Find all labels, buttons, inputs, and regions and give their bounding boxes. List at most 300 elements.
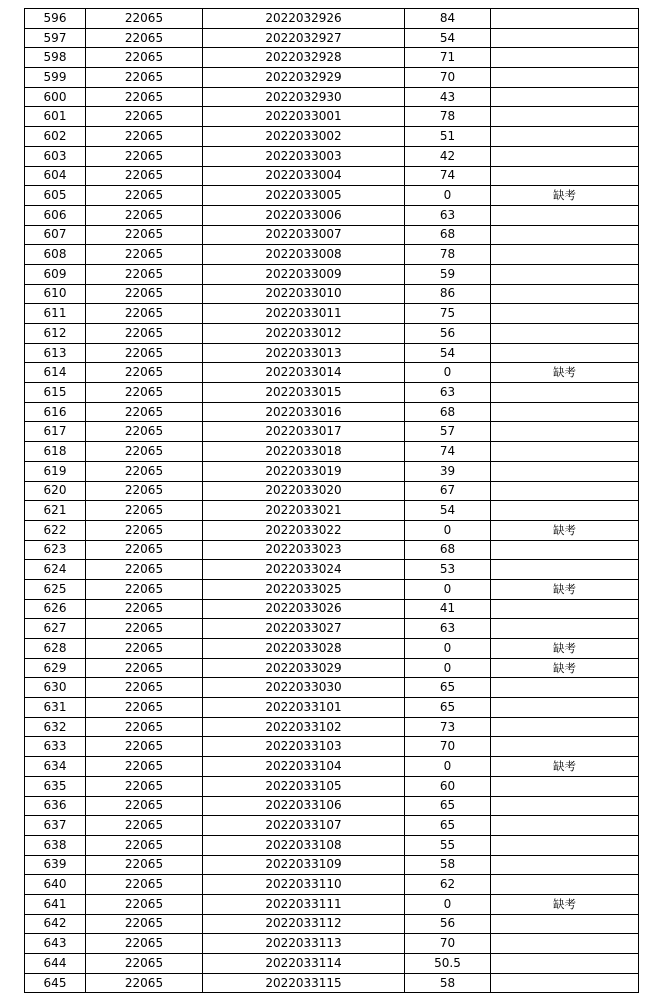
table-row [25,540,639,560]
cell-ticket-no: 2022033026 [203,599,405,619]
table-row [25,520,639,540]
table-row [25,68,639,88]
cell-seq: 633 [25,737,86,757]
cell-seq: 614 [25,363,86,383]
table-row [25,894,639,914]
cell-exam-code: 22065 [86,540,203,560]
cell-exam-code: 22065 [86,304,203,324]
table-row [25,324,639,344]
cell-ticket-no: 2022033113 [203,934,405,954]
table-row [25,934,639,954]
cell-score: 68 [405,225,491,245]
cell-seq: 610 [25,284,86,304]
cell-seq: 616 [25,402,86,422]
cell-ticket-no: 2022033029 [203,658,405,678]
cell-exam-code: 22065 [86,639,203,659]
cell-remark: 缺考 [491,520,639,540]
cell-score: 57 [405,422,491,442]
cell-exam-code: 22065 [86,599,203,619]
cell-seq: 618 [25,442,86,462]
cell-ticket-no: 2022033023 [203,540,405,560]
cell-ticket-no: 2022033012 [203,324,405,344]
cell-ticket-no: 2022033002 [203,127,405,147]
cell-ticket-no: 2022033017 [203,422,405,442]
cell-seq: 639 [25,855,86,875]
table-row [25,954,639,974]
table-row [25,599,639,619]
cell-ticket-no: 2022033013 [203,343,405,363]
cell-remark [491,540,639,560]
cell-seq: 601 [25,107,86,127]
cell-seq: 624 [25,560,86,580]
cell-remark [491,560,639,580]
cell-score: 0 [405,658,491,678]
table-row [25,127,639,147]
cell-exam-code: 22065 [86,28,203,48]
cell-score: 65 [405,796,491,816]
table-row [25,107,639,127]
cell-ticket-no: 2022033008 [203,245,405,265]
cell-exam-code: 22065 [86,816,203,836]
cell-score: 0 [405,186,491,206]
cell-seq: 615 [25,383,86,403]
cell-remark [491,461,639,481]
cell-ticket-no: 2022033106 [203,796,405,816]
cell-exam-code: 22065 [86,757,203,777]
cell-seq: 622 [25,520,86,540]
cell-exam-code: 22065 [86,520,203,540]
cell-seq: 630 [25,678,86,698]
cell-remark [491,422,639,442]
cell-remark [491,973,639,993]
cell-ticket-no: 2022033020 [203,481,405,501]
cell-exam-code: 22065 [86,875,203,895]
cell-score: 78 [405,107,491,127]
cell-exam-code: 22065 [86,264,203,284]
cell-ticket-no: 2022033004 [203,166,405,186]
cell-score: 68 [405,402,491,422]
cell-score: 62 [405,875,491,895]
table-row [25,245,639,265]
cell-ticket-no: 2022033027 [203,619,405,639]
cell-score: 0 [405,363,491,383]
cell-seq: 645 [25,973,86,993]
table-row [25,835,639,855]
cell-score: 51 [405,127,491,147]
cell-seq: 627 [25,619,86,639]
cell-score: 58 [405,973,491,993]
cell-exam-code: 22065 [86,107,203,127]
cell-remark [491,343,639,363]
table-row [25,383,639,403]
table-row [25,875,639,895]
cell-ticket-no: 2022033019 [203,461,405,481]
cell-seq: 613 [25,343,86,363]
cell-remark [491,245,639,265]
cell-remark [491,107,639,127]
cell-seq: 628 [25,639,86,659]
cell-exam-code: 22065 [86,442,203,462]
cell-ticket-no: 2022033016 [203,402,405,422]
table-row [25,304,639,324]
table-row [25,855,639,875]
table-row [25,816,639,836]
cell-remark: 缺考 [491,363,639,383]
cell-seq: 636 [25,796,86,816]
cell-exam-code: 22065 [86,343,203,363]
cell-exam-code: 22065 [86,619,203,639]
table-row [25,205,639,225]
cell-remark [491,324,639,344]
cell-exam-code: 22065 [86,481,203,501]
cell-exam-code: 22065 [86,363,203,383]
table-row [25,481,639,501]
table-row [25,402,639,422]
cell-seq: 631 [25,698,86,718]
table-row [25,796,639,816]
table-row [25,442,639,462]
cell-remark [491,914,639,934]
cell-ticket-no: 2022033104 [203,757,405,777]
cell-remark [491,48,639,68]
cell-ticket-no: 2022033018 [203,442,405,462]
cell-seq: 629 [25,658,86,678]
cell-seq: 643 [25,934,86,954]
cell-score: 70 [405,934,491,954]
cell-score: 70 [405,737,491,757]
cell-remark: 缺考 [491,757,639,777]
cell-score: 53 [405,560,491,580]
cell-score: 42 [405,146,491,166]
cell-score: 0 [405,757,491,777]
table-row [25,87,639,107]
table-row [25,501,639,521]
cell-score: 0 [405,579,491,599]
table-row [25,639,639,659]
cell-remark [491,87,639,107]
cell-seq: 611 [25,304,86,324]
cell-remark [491,855,639,875]
cell-seq: 626 [25,599,86,619]
cell-ticket-no: 2022033003 [203,146,405,166]
cell-score: 59 [405,264,491,284]
cell-exam-code: 22065 [86,402,203,422]
cell-seq: 612 [25,324,86,344]
table-row [25,737,639,757]
cell-ticket-no: 2022033007 [203,225,405,245]
cell-seq: 609 [25,264,86,284]
cell-exam-code: 22065 [86,579,203,599]
cell-seq: 644 [25,954,86,974]
cell-exam-code: 22065 [86,954,203,974]
cell-exam-code: 22065 [86,776,203,796]
cell-remark [491,28,639,48]
cell-score: 0 [405,520,491,540]
score-table [24,8,639,993]
table-row [25,579,639,599]
cell-seq: 605 [25,186,86,206]
cell-seq: 619 [25,461,86,481]
table-row [25,48,639,68]
cell-score: 65 [405,698,491,718]
cell-score: 63 [405,619,491,639]
cell-remark [491,284,639,304]
cell-ticket-no: 2022033015 [203,383,405,403]
cell-remark [491,304,639,324]
table-row [25,757,639,777]
cell-exam-code: 22065 [86,658,203,678]
cell-remark: 缺考 [491,894,639,914]
cell-ticket-no: 2022032928 [203,48,405,68]
cell-seq: 597 [25,28,86,48]
table-row [25,186,639,206]
cell-remark [491,875,639,895]
cell-remark [491,9,639,29]
table-row [25,225,639,245]
table-row [25,343,639,363]
cell-score: 68 [405,540,491,560]
cell-score: 50.5 [405,954,491,974]
cell-ticket-no: 2022033108 [203,835,405,855]
cell-score: 54 [405,501,491,521]
cell-remark [491,383,639,403]
cell-score: 70 [405,68,491,88]
cell-score: 74 [405,442,491,462]
cell-exam-code: 22065 [86,717,203,737]
cell-ticket-no: 2022032929 [203,68,405,88]
cell-exam-code: 22065 [86,894,203,914]
cell-score: 78 [405,245,491,265]
cell-remark [491,776,639,796]
cell-score: 55 [405,835,491,855]
cell-score: 43 [405,87,491,107]
cell-exam-code: 22065 [86,245,203,265]
cell-ticket-no: 2022033101 [203,698,405,718]
cell-score: 0 [405,894,491,914]
cell-ticket-no: 2022033103 [203,737,405,757]
cell-remark [491,698,639,718]
cell-remark [491,501,639,521]
cell-exam-code: 22065 [86,461,203,481]
cell-exam-code: 22065 [86,205,203,225]
cell-exam-code: 22065 [86,835,203,855]
cell-ticket-no: 2022033109 [203,855,405,875]
cell-score: 41 [405,599,491,619]
cell-exam-code: 22065 [86,186,203,206]
cell-remark [491,619,639,639]
table-row [25,658,639,678]
cell-ticket-no: 2022032930 [203,87,405,107]
cell-score: 74 [405,166,491,186]
cell-exam-code: 22065 [86,284,203,304]
cell-score: 86 [405,284,491,304]
cell-ticket-no: 2022033102 [203,717,405,737]
cell-remark [491,205,639,225]
cell-seq: 602 [25,127,86,147]
cell-exam-code: 22065 [86,501,203,521]
cell-seq: 632 [25,717,86,737]
cell-seq: 621 [25,501,86,521]
table-row [25,284,639,304]
cell-seq: 640 [25,875,86,895]
cell-ticket-no: 2022033005 [203,186,405,206]
cell-exam-code: 22065 [86,324,203,344]
cell-exam-code: 22065 [86,225,203,245]
cell-remark [491,934,639,954]
cell-score: 39 [405,461,491,481]
cell-remark [491,954,639,974]
cell-score: 67 [405,481,491,501]
cell-score: 65 [405,678,491,698]
cell-exam-code: 22065 [86,68,203,88]
cell-remark [491,127,639,147]
cell-ticket-no: 2022033006 [203,205,405,225]
cell-remark [491,68,639,88]
cell-ticket-no: 2022033114 [203,954,405,974]
cell-remark [491,796,639,816]
cell-exam-code: 22065 [86,678,203,698]
cell-ticket-no: 2022033105 [203,776,405,796]
table-row [25,776,639,796]
cell-seq: 608 [25,245,86,265]
cell-seq: 637 [25,816,86,836]
cell-exam-code: 22065 [86,127,203,147]
cell-exam-code: 22065 [86,166,203,186]
cell-remark [491,717,639,737]
cell-remark [491,678,639,698]
cell-seq: 634 [25,757,86,777]
cell-seq: 607 [25,225,86,245]
cell-exam-code: 22065 [86,914,203,934]
cell-ticket-no: 2022033024 [203,560,405,580]
cell-seq: 606 [25,205,86,225]
cell-score: 75 [405,304,491,324]
cell-seq: 617 [25,422,86,442]
cell-ticket-no: 2022033028 [203,639,405,659]
table-row [25,698,639,718]
cell-exam-code: 22065 [86,87,203,107]
cell-ticket-no: 2022033014 [203,363,405,383]
cell-score: 63 [405,383,491,403]
cell-seq: 638 [25,835,86,855]
cell-seq: 598 [25,48,86,68]
cell-remark [491,481,639,501]
cell-score: 54 [405,28,491,48]
cell-score: 54 [405,343,491,363]
cell-remark: 缺考 [491,186,639,206]
cell-score: 73 [405,717,491,737]
table-row [25,166,639,186]
cell-ticket-no: 2022033001 [203,107,405,127]
cell-seq: 641 [25,894,86,914]
cell-ticket-no: 2022033021 [203,501,405,521]
cell-remark: 缺考 [491,658,639,678]
cell-score: 60 [405,776,491,796]
cell-remark [491,402,639,422]
cell-seq: 625 [25,579,86,599]
cell-ticket-no: 2022033110 [203,875,405,895]
table-row [25,9,639,29]
table-row [25,678,639,698]
cell-score: 63 [405,205,491,225]
score-table-body [25,9,639,993]
table-row [25,146,639,166]
cell-ticket-no: 2022033112 [203,914,405,934]
cell-score: 0 [405,639,491,659]
table-row [25,619,639,639]
cell-exam-code: 22065 [86,383,203,403]
cell-remark [491,225,639,245]
table-row [25,363,639,383]
cell-ticket-no: 2022032927 [203,28,405,48]
cell-remark [491,599,639,619]
cell-ticket-no: 2022033025 [203,579,405,599]
cell-ticket-no: 2022033011 [203,304,405,324]
cell-ticket-no: 2022032926 [203,9,405,29]
cell-ticket-no: 2022033022 [203,520,405,540]
cell-ticket-no: 2022033010 [203,284,405,304]
cell-score: 56 [405,324,491,344]
cell-exam-code: 22065 [86,698,203,718]
cell-ticket-no: 2022033009 [203,264,405,284]
cell-seq: 620 [25,481,86,501]
cell-exam-code: 22065 [86,855,203,875]
cell-remark: 缺考 [491,639,639,659]
cell-exam-code: 22065 [86,934,203,954]
cell-seq: 642 [25,914,86,934]
cell-score: 84 [405,9,491,29]
table-row [25,264,639,284]
cell-remark [491,835,639,855]
cell-remark [491,264,639,284]
cell-exam-code: 22065 [86,973,203,993]
cell-exam-code: 22065 [86,9,203,29]
table-row [25,560,639,580]
cell-exam-code: 22065 [86,422,203,442]
cell-score: 58 [405,855,491,875]
cell-score: 71 [405,48,491,68]
cell-exam-code: 22065 [86,146,203,166]
table-row [25,973,639,993]
cell-seq: 599 [25,68,86,88]
cell-ticket-no: 2022033107 [203,816,405,836]
table-row [25,461,639,481]
cell-seq: 596 [25,9,86,29]
cell-remark: 缺考 [491,579,639,599]
cell-seq: 600 [25,87,86,107]
cell-seq: 623 [25,540,86,560]
cell-exam-code: 22065 [86,48,203,68]
cell-remark [491,816,639,836]
cell-exam-code: 22065 [86,796,203,816]
cell-seq: 604 [25,166,86,186]
cell-remark [491,166,639,186]
table-row [25,422,639,442]
cell-score: 56 [405,914,491,934]
table-row [25,914,639,934]
table-row [25,717,639,737]
cell-seq: 635 [25,776,86,796]
table-row [25,28,639,48]
cell-remark [491,442,639,462]
cell-ticket-no: 2022033030 [203,678,405,698]
cell-ticket-no: 2022033111 [203,894,405,914]
cell-exam-code: 22065 [86,560,203,580]
cell-exam-code: 22065 [86,737,203,757]
cell-score: 65 [405,816,491,836]
cell-remark [491,146,639,166]
cell-ticket-no: 2022033115 [203,973,405,993]
